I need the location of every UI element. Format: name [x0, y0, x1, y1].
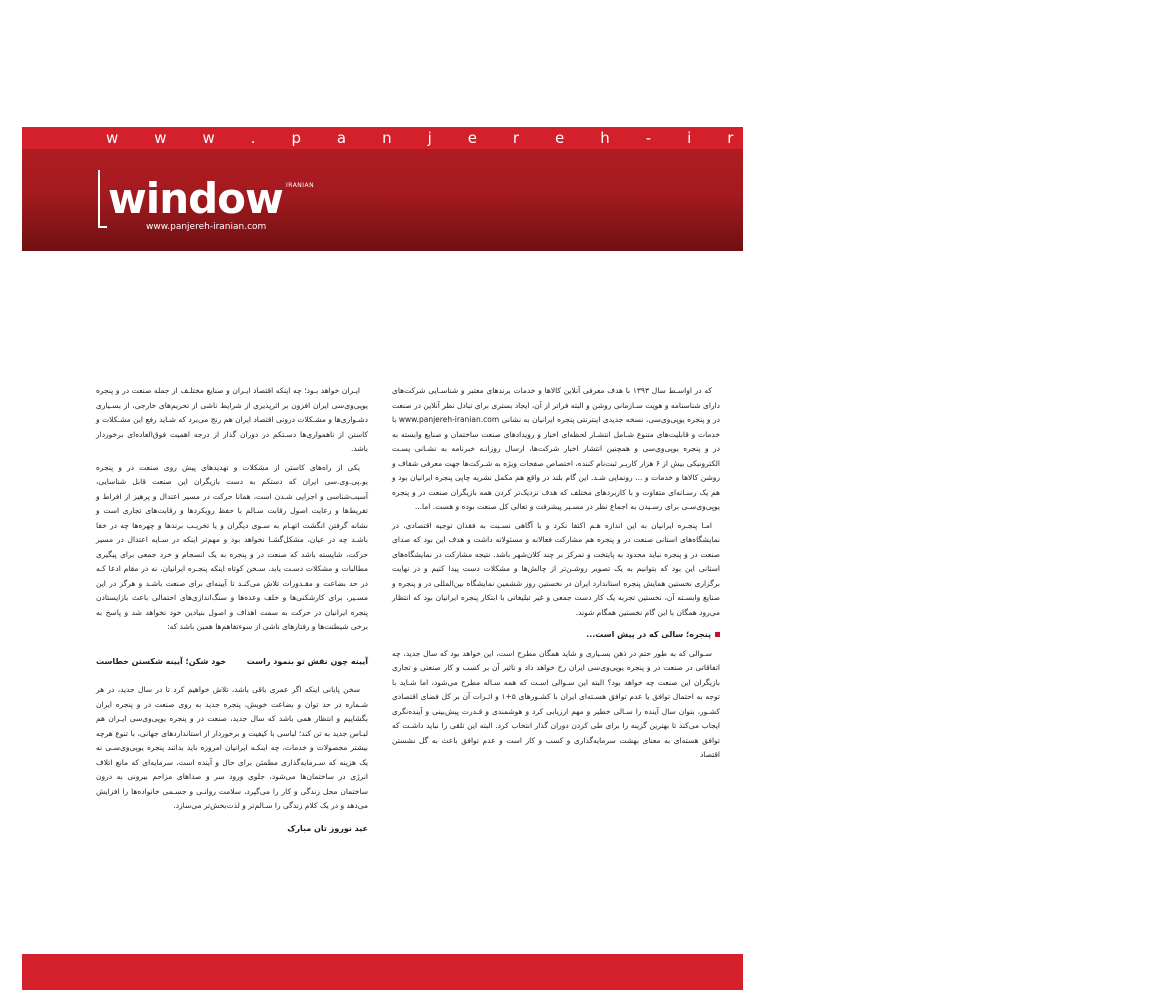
header-banner: [22, 127, 1151, 251]
logo-url: www.panjereh-iranian.com: [146, 222, 267, 232]
paragraph: ایـران خواهد بـود؛ چه اینکه اقتصاد ایـران و صنایع مختلـف از جمله صنعت در و پنجره یوپی‌وی‌سی ایران افزون بر اثرپذیری از شرایط ناشی از تحریم‌های خارجی، از بسـیاری دشـواری‌ها و مشـکلات درونی اقتصاد ایران هم رنج می‌برد که شـاید رفع این مشـکلات و کاستن از ناهمواری‌ها دسـتکم در دوران گذار از درجه اهمیت فوق‌العاده‌ای برخوردار باشد.: [96, 386, 368, 453]
section-subheading: [392, 628, 720, 643]
paragraph: سخن پایانی اینکه اگر عمری باقی باشد، تلاش خواهیم کرد تا در سال جدید، در هر شـماره در حد توان و بضاعت خویش، پنجره جدید به روی صنعت در و پنجره ایران بگشاییم و انتظار همی باشد که سال جدید، صنعت در و پنجره یوپی‌وی‌سی ایـران هم لبـاس جدید به تن کند؛ لباسی با کیفیت و برخوردار از استانداردهای جهانی، با تنوع هرچه بیشتر محصولات و خدمات، چه اینکـه ایرانیان امروزه باید بدانند پنجره یوپی‌وی‌سـی نه یک هزینه که سـرمایه‌گذاری مطمئن برای حال و آینده است، سرمایه‌ای که مانع اتلاف انرژی در ساختمان‌ها می‌شود، جلوی ورود سر و صداهای مزاحم بیرونی به درون ساختمان محل زندگی و کار را می‌گیرد، سلامت روانـی و جسـمی خانواده‌ها را افزایش می‌دهد و در یک کلام زندگی را سـالم‌تر و لذت‌بخش‌تر می‌سازد.: [96, 685, 368, 810]
url-strip: [22, 127, 1151, 149]
article-column-left: [96, 384, 368, 836]
footer-bar: [22, 954, 743, 990]
paragraph: سـوالی که به طور حتم در ذهن بسـیاری و شاید همگان مطرح است، این خواهد بود که سال جدید، چه اتفاقاتی در صنعت در و پنجره یوپی‌وی‌سی ایران رخ خواهد داد و تاثیر آن بر کسب و کار صنعتی و تجاری بازیگران این صنعت چه خواهد بود؟ البته این سـوالی اسـت که همه سـاله مطرح می‌شود، اما شـاید با توجه به احتمال توافق یا عدم توافق هسـته‌ای ایران با کشـورهای ۵+۱ و اثـرات آن بر کل فضای اقتصادی کشـور، بتوان سال آینده را سـالی خطیر و مهم ارزیابی کرد و هوشمندی و قـدرت پیش‌بینی و آینده‌نگری ایجاب می‌کند تا بهترین گزینه را برای طی کردن دوران گذار انتخاب کرد. البته این تلقی را نباید داشـت که توافق هسته‌ای به معنای بهشت سرمایه‌گذاری و کسب و کار است و عدم توافق باعث به گل نشستن اقتصاد: [392, 648, 720, 759]
website-url-header: w w w . p a n j e r e h - i r a n i a n . c o m: [106, 129, 1151, 147]
subheading-text: پنجره؛ سالی که در پیش است...: [586, 630, 711, 639]
logo-wordmark: window: [108, 174, 283, 223]
logo-bracket-icon: [98, 170, 107, 228]
poem-heading: [96, 655, 368, 670]
red-square-icon: [715, 632, 720, 637]
article-column-right: [392, 384, 720, 767]
poem-line-2: خود شکن؛ آیینه شکستن خطاست: [96, 656, 227, 666]
poem-line-1: آیینه چون نقش تو بنمود راست: [246, 656, 368, 666]
paragraph: یکی از راه‌های کاستن از مشکلات و تهدیدهای پیش روی صنعت در و پنجره یو.پی.وی.سی ایران که دستکم به دست بازیگران این صنعت قابل شناسایی، آسیب‌شناسی و اجرایی شـدن است، همانا حرکت در مسیر اعتدال و پرهیز از افراط و تفریط‌ها و رعایت اصول رقابت سـالم با حفظ رویکردها و رقابت‌های تجاری است و نشانه گرفتن انگشت اتهـام به سـوی دیگران و یا تخریـب برندها و چهره‌ها چه در خفا باشـد چه در عیان، مشکل‌گشـا نخواهد بود و مهم‌تر اینکه در سـایه اعتدال در مسیر حرکت، شایسته باشد که صنعت در و پنجره به یک انسجام و خرد جمعی برای پیگیری مطالبات و مشکلات دسـت یابد. سـخن کوتاه اینکه پنجـره ایرانیان، نه در مقام ادعا کـه در حد بضاعت و مقـدورات تلاش می‌کنـد تا آیینه‌ای برای صنعت باشـد و هرگز در این مسـیر، برای کارشکنی‌ها و خلف وعده‌ها و سنگ‌اندازی‌های احتمالی باعث بازایستادن پنجره ایرانیان در حرکت به سمت اهداف و اصول بنیادین خود نخواهد شد و پاسخ به برخی شیطنت‌ها و رفتارهای ناشی از سوءتفاهم‌ها همین باشد که:: [96, 462, 368, 631]
closing-greeting: عید نوروز تان مبارک: [287, 823, 368, 833]
logo-badge: IRANIAN: [286, 182, 315, 189]
paragraph: امـا پنجـره ایرانیان به این اندازه هـم اکتفا نکرد و با آگاهی نسـبت به فقدان توجیه اقتصادی، در نمایشگاه‌های استانی صنعت در و پنجره هم مشارکت فعالانه و مسئولانه داشت و هدف این بود که صدای صنعت در و پنجره نباید محدود به پایتخت و تمرکز بر چند کلان‌شهر باشد. نتیجه مشارکت در نمایشگاه‌های استانی این بود که بتوانیم به یک تصویر روشـن‌تر از چالش‌ها و مشکلات دست پیدا کنیم و در نهایت برگزاری نخستین همایش پنجره استاندارد ایران در نخستین روز ششمین نمایشگاه بین‌المللی در و پنجره و صنایع وابسـته آن، نخستین تجربه یک کار دست جمعی و غیر تبلیغاتی با ابتکار پنجره ایرانیان بود که انتظار می‌رود همگان با این گام نخستین همگام شوند.: [392, 520, 720, 617]
paragraph: که در اواسـط سال ۱۳۹۳ با هدف معرفی آنلاین کالاها و خدمات برندهای معتبر و شناسـایی شرکت‌های دارای شناسنامه و هویت سـازمانی روشن و البته فراتر از آن، ایجاد بستری برای تبادل نظر آنلاین در صنعت در و پنجره یوپی‌وی‌سی، نسخه جدیدی اینترنتی پنجره ایرانیان به نشانی www.panjereh-iranian.com با خدمات و قابلیت‌های متنوع شـامل انتشـار لحظه‌ای اخبار و رویدادهای صنعت ساختمان و صنایع وابسته به در و پنجره یوپی‌وی‌سی و همچنین انتشار اخبار شرکت‌ها، ارسال روزانـه خبرنامه به نشـانی پسـت الکترونیکی بیش از ۶ هزار کاربـر ثبت‌نام کننده، اختصاص صفحات ویژه به شـرکت‌ها جهت معرفی شفاف و روشن کالاها و خدمات و ... رونمایی شـد. این گام بلند در واقع هم مکمل نشریه چاپی پنجره ایرانیان بود و هم یک رسـانه‌ای متفاوت و با کاربردهای مختلف که هدف نزدیک‌تر کردن همه بازیگران صنعت در و پنجره یوپی‌وی‌سـی برای رسـیدن به اجماع نظر در مسـیر پیشرفت و تعالی کل صنعت بوده و هست. اما...: [392, 386, 720, 511]
window-logo: [98, 164, 315, 236]
